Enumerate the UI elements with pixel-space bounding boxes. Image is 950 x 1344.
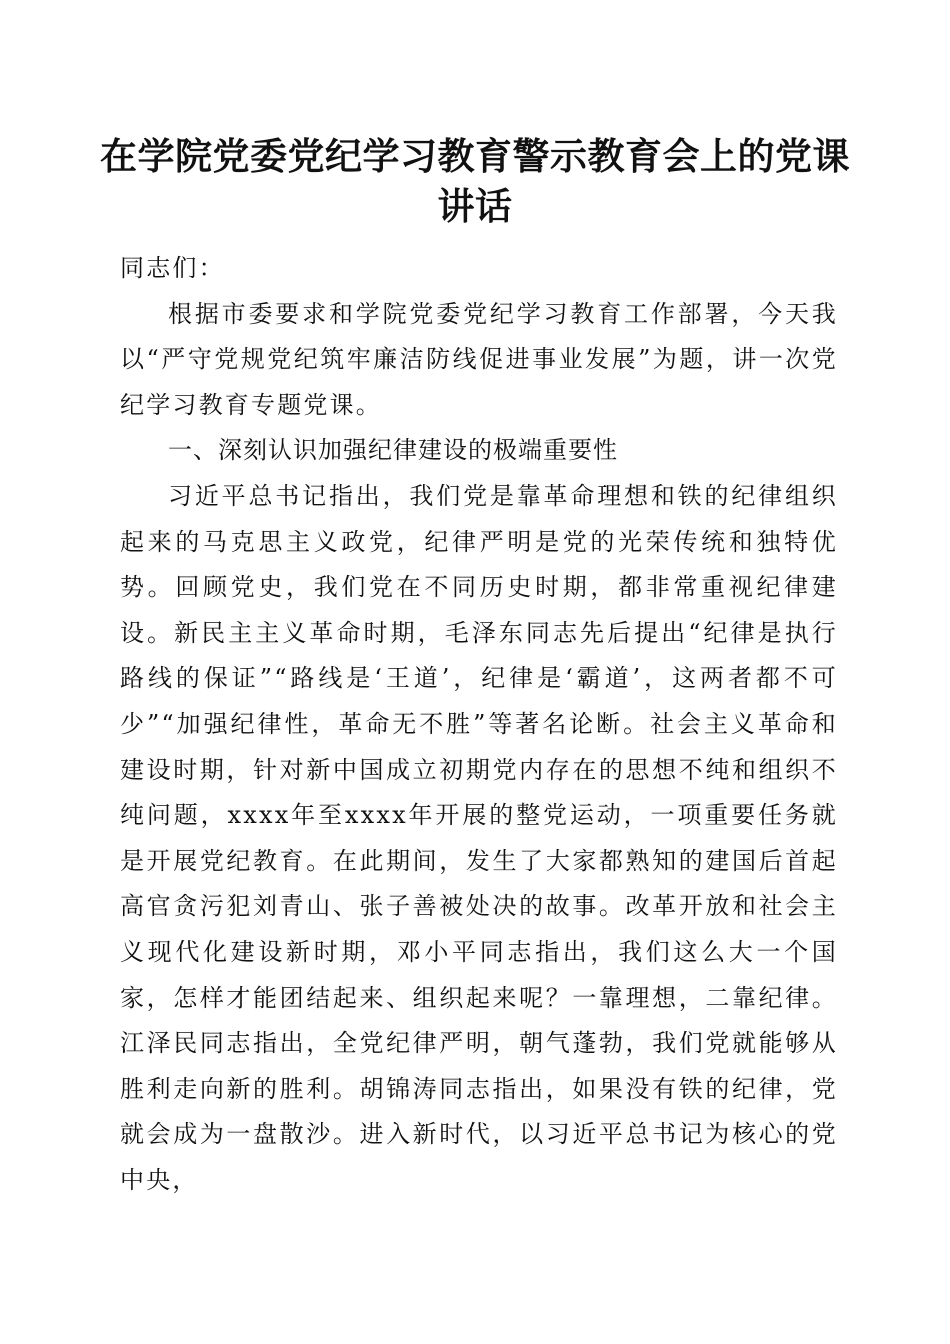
title-line-1: 在学院党委党纪学习教育警示教育会上的党课 xyxy=(100,134,850,178)
section-paragraph: 习近平总书记指出，我们党是靠革命理想和铁的纪律组织起来的马克思主义政党，纪律严明是党的光荣传统和独特优势。回顾党史，我们党在不同历史时期，都非常重视纪律建设。新民主主义革命时期，毛泽东同志先后提出“纪律是执行路线的保证”“路线是‘王道’，纪律是‘霸道’，这两者都不可少”“加强纪律性，革命无不胜”等著名论断。社会主义革命和建设时期，针对新中国成立初期党内存在的思想不纯和组织不纯问题，xxxx年至xxxx年开展的整党运动，一项重要任务就是开展党纪教育。在此期间，发生了大家都熟知的建国后首起高官贪污犯刘青山、张子善被处决的故事。改革开放和社会主义现代化建设新时期，邓小平同志指出，我们这么大一个国家，怎样才能团结起来、组织起来呢？一靠理想，二靠纪律。江泽民同志指出，全党纪律严明，朝气蓬勃，我们党就能够从胜利走向新的胜利。胡锦涛同志指出，如果没有铁的纪律，党就会成为一盘散沙。进入新时代，以习近平总书记为核心的党中央， xyxy=(120,481,838,1194)
title-line-2: 讲话 xyxy=(437,184,513,228)
intro-paragraph: 根据市委要求和学院党委党纪学习教育工作部署，今天我以“严守党规党纪筑牢廉洁防线促进事业发展”为题，讲一次党纪学习教育专题党课。 xyxy=(120,299,838,419)
salutation: 同志们： xyxy=(120,254,225,282)
section-heading: 一、深刻认识加强纪律建设的极端重要性 xyxy=(168,436,618,465)
document-title xyxy=(100,131,850,231)
document-body xyxy=(120,246,838,1203)
